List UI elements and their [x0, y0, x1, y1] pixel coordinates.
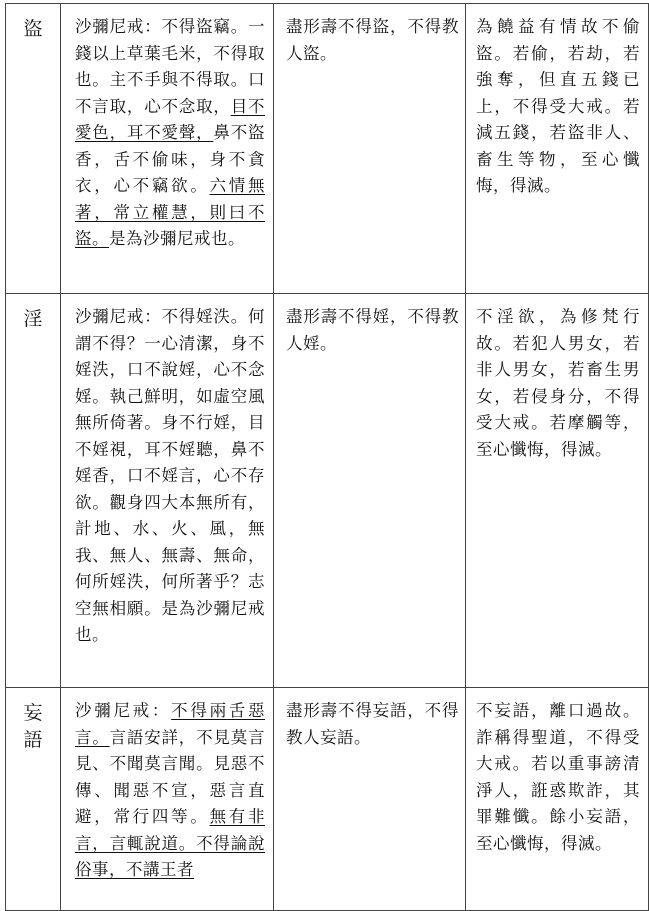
text-segment: 沙彌尼戒：不得盜竊。一錢以上草葉毛米，不得取也。主不手與不得取。口不言取，心不念取，	[75, 17, 265, 116]
underlined-text-segment: 六情無著，常立權慧，則曰不盜。	[75, 176, 266, 248]
table-row-false-speech	[6, 688, 649, 911]
underlined-text-segment: 無有非言，言輒說道。	[75, 807, 266, 853]
commentary-text: 為饒益有情故不偷盜。若偷，若劫，若強奪，但直五錢已上，不得受大戒。若減五錢，若盜非人、畜生等物，至心懺悔，得滅。	[476, 17, 640, 195]
underlined-text-segment: 不得兩舌惡言。	[75, 701, 266, 747]
text-segment: 言語安詳，不見莫言見、不聞莫言聞。見惡不傳、聞惡不宣，惡言直避，常行四等。	[75, 727, 266, 826]
precept-label-char: 妄	[23, 702, 43, 724]
precepts-table	[5, 3, 649, 911]
text-segment: 是為沙彌尼戒也。	[109, 229, 245, 248]
lifelong-precept-cell	[274, 4, 466, 294]
underlined-text-segment: 目不愛色，耳不愛聲，	[75, 96, 266, 142]
precept-label-char: 語	[23, 729, 43, 751]
table-row-theft	[6, 4, 649, 294]
commentary-cell	[466, 294, 649, 688]
precept-label	[6, 4, 61, 294]
commentary-text: 不淫欲，為修梵行故。若犯人男女，若非人男女，若畜生男女，若侵身分，不得受大戒。若摩觸等，至心懺悔，得滅。	[476, 307, 640, 459]
table-row-sexual-conduct	[6, 294, 649, 688]
shramaneri-precept-cell	[61, 688, 274, 911]
shramaneri-precept-cell	[61, 294, 274, 688]
lifelong-precept-text: 盡形壽不得妄語，不得教人妄語。	[286, 701, 459, 747]
shramaneri-precept-cell	[61, 4, 274, 294]
shramaneri-precept-text	[61, 688, 273, 890]
text-segment: 鼻不盜香，舌不偷味，身不貪衣，心不竊欲。	[75, 123, 266, 195]
precept-label	[6, 688, 61, 911]
shramaneri-precept-text	[61, 294, 273, 655]
lifelong-precept-cell	[274, 688, 466, 911]
precept-label-text: 淫	[23, 308, 43, 330]
text-segment: 沙彌尼戒：	[75, 701, 172, 720]
text-segment: 沙彌尼戒：不得婬泆。何謂不得？一心清潔，身不婬泆，口不說婬，心不念婬。執己鮮明，如虛空風無所倚著。身不行婬，目不婬視，耳不婬聽，鼻不婬香，口不婬言，心不存欲。觀身四大本無所有，計地、水、火、風，無我、無人、無壽、無命，何所婬泆，何所著乎？志空無相願。是為沙彌尼戒也。	[75, 307, 265, 644]
shramaneri-precept-text	[61, 4, 273, 259]
lifelong-precept-text: 盡形壽不得盜，不得教人盜。	[286, 17, 459, 63]
precepts-table-body	[6, 4, 649, 911]
precept-label-text: 盜	[23, 18, 43, 40]
commentary-cell	[466, 4, 649, 294]
commentary-text: 不妄語，離口過故。詐稱得聖道，不得受大戒。若以重事謗清淨人，誑惑欺詐，其罪難懺。餘小妄語，至心懺悔，得滅。	[476, 701, 640, 853]
underlined-text-segment: 不得論說俗事，不講王者	[75, 833, 266, 879]
precept-label	[6, 294, 61, 688]
lifelong-precept-text: 盡形壽不得婬，不得教人婬。	[286, 307, 459, 353]
lifelong-precept-cell	[274, 294, 466, 688]
commentary-cell	[466, 688, 649, 911]
